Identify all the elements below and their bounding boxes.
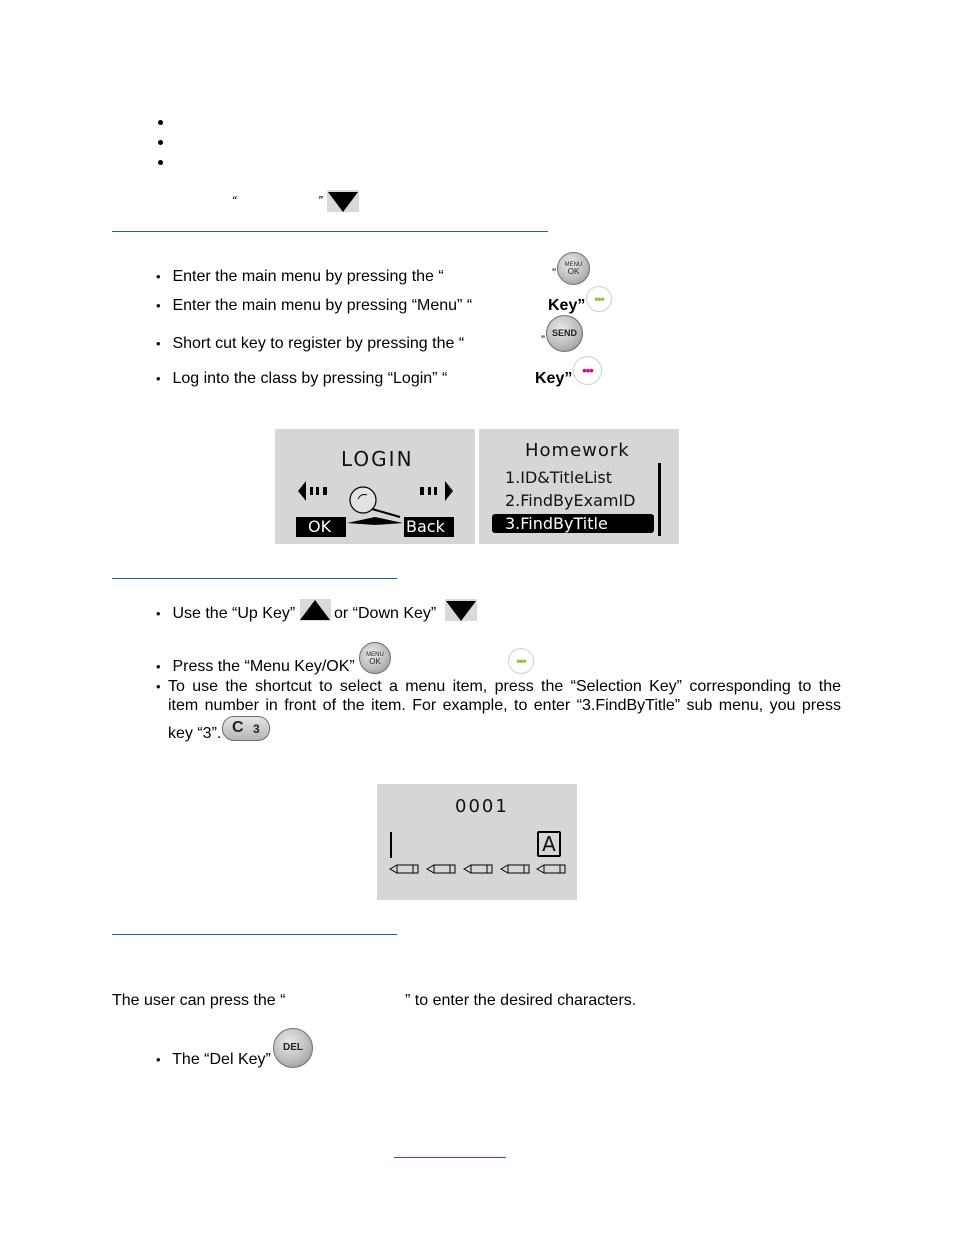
green-softkey-icon: ••• [586, 286, 612, 312]
item-text: The “Del Key” [172, 1051, 271, 1068]
footer-link-underline[interactable] [394, 1157, 506, 1158]
del-key-item [156, 1051, 271, 1069]
bullet-dot [158, 120, 163, 125]
item-text: Short cut key to register by pressing the “ [172, 335, 465, 352]
text-cursor [390, 832, 392, 858]
item-text: Enter the main menu by pressing the “ [172, 268, 444, 285]
pencil-icons [377, 862, 577, 882]
input-screen [377, 784, 577, 900]
input-value: 0001 [455, 796, 509, 817]
section-rule-1 [112, 231, 548, 232]
menu-item-selected: 3.FindByTitle [505, 514, 608, 533]
down-key-icon [328, 192, 358, 212]
item-tail: Key” [548, 297, 586, 314]
login-item [156, 370, 447, 388]
quote-close: ” [318, 193, 323, 208]
navigation-item [156, 605, 295, 623]
item-tail: ” [541, 333, 545, 347]
down-key-icon [446, 601, 476, 621]
input-instruction-b: ” to enter the desired characters. [405, 992, 637, 1009]
bullet-dot [158, 160, 163, 165]
up-key-icon [300, 600, 330, 620]
ok-softkey-text: OK [308, 517, 332, 536]
send-key-icon: SEND [546, 315, 583, 352]
menu-item: 1.ID&TitleList [505, 468, 613, 487]
menu-entry-item [156, 268, 444, 286]
shortcut-text-line3: key “3”. [168, 725, 222, 742]
section-rule-3 [112, 934, 397, 935]
login-title: LOGIN [341, 447, 414, 471]
item-text: Enter the main menu by pressing “Menu” “ [172, 297, 473, 314]
bullet-dot [158, 140, 163, 145]
back-softkey-text: Back [406, 517, 445, 536]
scrollbar [658, 463, 661, 536]
shortcut-text-line2: item number in front of the item. For example, to enter “3.FindByTitle” sub menu, you press [168, 697, 841, 714]
menu-entry-item [156, 297, 472, 315]
green-softkey-icon: ••• [508, 648, 534, 674]
menu-ok-item [156, 658, 355, 676]
item-text: Press the “Menu Key/OK” [172, 658, 355, 675]
item-tail: ” [552, 266, 556, 280]
item-text: Use the “Up Key” [172, 605, 296, 622]
input-instruction-a: The user can press the “ [112, 992, 286, 1009]
menu-item: 2.FindByExamID [505, 491, 636, 510]
del-key-icon: DEL [273, 1028, 313, 1068]
homework-screen [479, 429, 679, 544]
menu-ok-key-icon: MENU OK [557, 252, 590, 285]
homework-title: Homework [525, 440, 630, 461]
item-tail: Key” [535, 370, 573, 387]
item-text: Log into the class by pressing “Login” “ [172, 370, 448, 387]
menu-ok-key-icon: MENU OK [359, 642, 391, 674]
input-mode-badge: A [537, 831, 561, 857]
c3-key-icon: C 3 [222, 716, 270, 741]
shortcut-item [156, 678, 168, 696]
quote-open: “ [232, 193, 237, 208]
shortcut-text-line1: To use the shortcut to select a menu item, press the “Selection Key” corresponding to the [168, 678, 841, 695]
item-text: or “Down Key” [334, 605, 437, 622]
login-screen [275, 429, 475, 544]
register-shortcut-item [156, 335, 464, 353]
section-rule-2 [112, 578, 397, 579]
pink-softkey-icon: ••• [573, 356, 602, 385]
